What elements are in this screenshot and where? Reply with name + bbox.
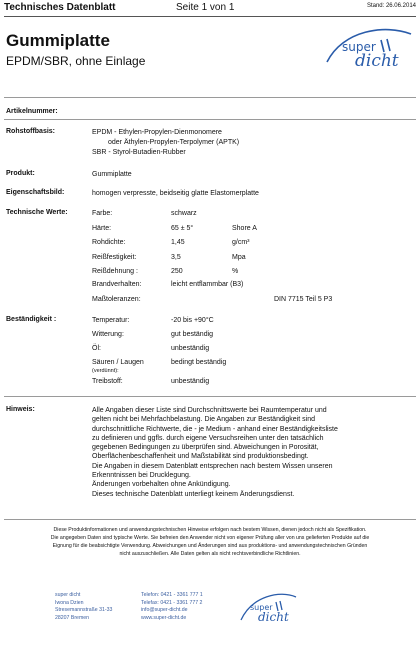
document-type: Technisches Datenblatt bbox=[4, 2, 116, 13]
eigenschaftsbild-value: homogen verpresste, beidseitig glatte Elastomerplatte bbox=[92, 190, 259, 197]
tech-row-value: 3,5 bbox=[171, 254, 181, 261]
disclaimer-line: Die angegeben Daten sind typische Werte. Sie befreien den Anwender nicht von eigener Prüfung aller von uns gelieferten Produkte auf die bbox=[50, 535, 370, 541]
disclaimer-line: Diese Produktinformationen und anwendungstechnischen Hinweise erfolgen nach bestem Wissen, dienen jedoch nicht als Spezifikation. bbox=[53, 527, 367, 533]
label-eigenschaftsbild: Eigenschaftsbild: bbox=[6, 189, 65, 196]
tech-row-unit: g/cm³ bbox=[232, 239, 250, 246]
footer-phone: Telefon: 0421 - 3361 777 1 bbox=[141, 592, 203, 598]
bestaendigkeit-row-name: Witterung: bbox=[92, 331, 124, 338]
tech-row-value: 250 bbox=[171, 268, 183, 275]
hinweis-text bbox=[92, 406, 412, 499]
hinweis-line: gegebenen Bedingungen zu überprüfen sind. Abweichungen in Porosität, bbox=[92, 444, 319, 452]
bestaendigkeit-row-value: unbeständig bbox=[171, 345, 210, 352]
label-bestaendigkeit: Beständigkeit : bbox=[6, 316, 57, 323]
tech-row-value: 1,45 bbox=[171, 239, 185, 246]
label-rohstoffbasis: Rohstoffbasis: bbox=[6, 128, 55, 135]
tech-row-unit: Mpa bbox=[232, 254, 246, 261]
section-divider bbox=[4, 519, 416, 520]
footer-fax: Telefax: 0421 - 3361 777 2 bbox=[141, 599, 203, 606]
page-header bbox=[4, 2, 416, 15]
logo-super-text: super bbox=[250, 603, 273, 612]
footer-contact bbox=[141, 592, 203, 622]
tech-row-unit: Shore A bbox=[232, 225, 257, 232]
footer-address bbox=[55, 592, 112, 622]
bestaendigkeit-row-name-note: (verdünnt): bbox=[92, 368, 119, 374]
hinweis-line: Dieses technische Datenblatt unterliegt keinem Änderungsdienst. bbox=[92, 490, 295, 498]
tech-row-name: Reißdehnung : bbox=[92, 268, 138, 275]
section-divider bbox=[4, 396, 416, 397]
disclaimer-line: nicht auszuschließen. Alle Daten gelten als nicht rechtsverbindliche Richtlinien. bbox=[119, 551, 301, 557]
bestaendigkeit-row-name: Treibstoff: bbox=[92, 378, 123, 385]
rohstoffbasis-line: oder Äthylen-Propylen-Terpolymer (APTK) bbox=[108, 139, 240, 146]
product-subtitle: EPDM/SBR, ohne Einlage bbox=[6, 54, 146, 68]
tech-row-value: leicht entflammbar (B3) bbox=[171, 281, 244, 288]
logo-dicht-text: dicht bbox=[258, 610, 289, 624]
legal-disclaimer bbox=[6, 526, 414, 558]
label-produkt: Produkt: bbox=[6, 170, 35, 177]
hinweis-line: durchschnittliche Richtwerte, die - je Medium - anhand einer Beständigkeitsliste bbox=[92, 425, 338, 433]
bestaendigkeit-row-value: gut beständig bbox=[171, 331, 214, 338]
tech-row-name: Brandverhalten: bbox=[92, 281, 142, 288]
hinweis-line: gelten nicht bei Mehrfachbelastung. Die Angaben zur Beständigkeit sind bbox=[92, 416, 315, 424]
tech-row-unit: DIN 7715 Teil 5 P3 bbox=[274, 296, 333, 303]
tech-row-value: schwarz bbox=[171, 210, 197, 217]
tech-row-value: 65 ± 5° bbox=[171, 225, 194, 232]
bestaendigkeit-row-value: bedingt beständig bbox=[171, 359, 227, 366]
footer-contact-person: Iwona Dzien bbox=[55, 599, 84, 606]
tech-row-name: Härte: bbox=[92, 225, 112, 232]
rohstoffbasis-line: SBR - Styrol-Butadien-Rubber bbox=[92, 149, 186, 156]
label-artikelnummer: Artikelnummer: bbox=[6, 108, 58, 115]
tech-row-unit: % bbox=[232, 268, 239, 275]
footer-city: 28207 Bremen bbox=[55, 614, 90, 621]
produkt-value: Gummiplatte bbox=[92, 171, 132, 178]
tech-row-name: Rohdichte: bbox=[92, 239, 126, 246]
bestaendigkeit-row-value: -20 bis +90°C bbox=[171, 317, 214, 324]
bestaendigkeit-row-name: Temperatur: bbox=[92, 317, 130, 324]
footer-logo bbox=[238, 590, 298, 630]
bestaendigkeit-row-value: unbeständig bbox=[171, 378, 210, 385]
hinweis-line: Die Angaben in diesem Datenblatt entsprechen nach bestem Wissen unseren bbox=[92, 462, 333, 470]
logo-dicht-text: dicht bbox=[355, 51, 399, 71]
hinweis-line: zu definieren und ggfls. durch eigene Versuchsreihen unter den tatsächlich bbox=[92, 434, 324, 442]
footer-company: super dicht bbox=[55, 592, 81, 598]
document-date: Stand: 26.06.2014 bbox=[366, 3, 416, 9]
logo-super-text: super bbox=[342, 40, 376, 54]
tech-row-name: Farbe: bbox=[92, 210, 113, 217]
footer-street: Stresemannstraße 31-33 bbox=[55, 607, 113, 614]
label-hinweis: Hinweis: bbox=[6, 406, 35, 413]
section-divider bbox=[4, 97, 416, 98]
product-title: Gummiplatte bbox=[6, 31, 110, 50]
bestaendigkeit-row-name: Säuren / Laugen bbox=[92, 359, 144, 366]
disclaimer-line: Eignung für die beabsichtigte Verwendung. Abweichungen und Änderungen sind aus produktions- und anwendungstechnischen Gründen bbox=[52, 543, 368, 549]
header-divider bbox=[4, 16, 416, 17]
hinweis-line: Änderungen vorbehalten ohne Ankündigung. bbox=[92, 481, 231, 489]
tech-row-name: Maßtoleranzen: bbox=[92, 296, 141, 303]
footer-website[interactable]: www.super-dicht.de bbox=[141, 614, 187, 621]
tech-row-name: Reißfestigkeit: bbox=[92, 254, 137, 261]
rohstoffbasis-line: EPDM - Ethylen-Propylen-Dienmonomere bbox=[92, 129, 222, 136]
page-number: Seite 1 von 1 bbox=[176, 2, 235, 13]
section-divider bbox=[4, 119, 416, 120]
brand-logo bbox=[323, 24, 415, 76]
hinweis-line: Alle Angaben dieser Liste sind Durchschnittswerte bei Raumtemperatur und bbox=[92, 407, 327, 414]
hinweis-line: Erkenntnissen bei Drucklegung. bbox=[92, 472, 191, 480]
bestaendigkeit-row-name: Öl: bbox=[92, 345, 101, 352]
hinweis-line: Oberflächenbeschaffenheit und Maßstabilität sind produktionsbedingt. bbox=[92, 453, 309, 461]
label-technische-werte: Technische Werte: bbox=[6, 209, 68, 216]
footer-email[interactable]: info@super-dicht.de bbox=[141, 607, 188, 614]
